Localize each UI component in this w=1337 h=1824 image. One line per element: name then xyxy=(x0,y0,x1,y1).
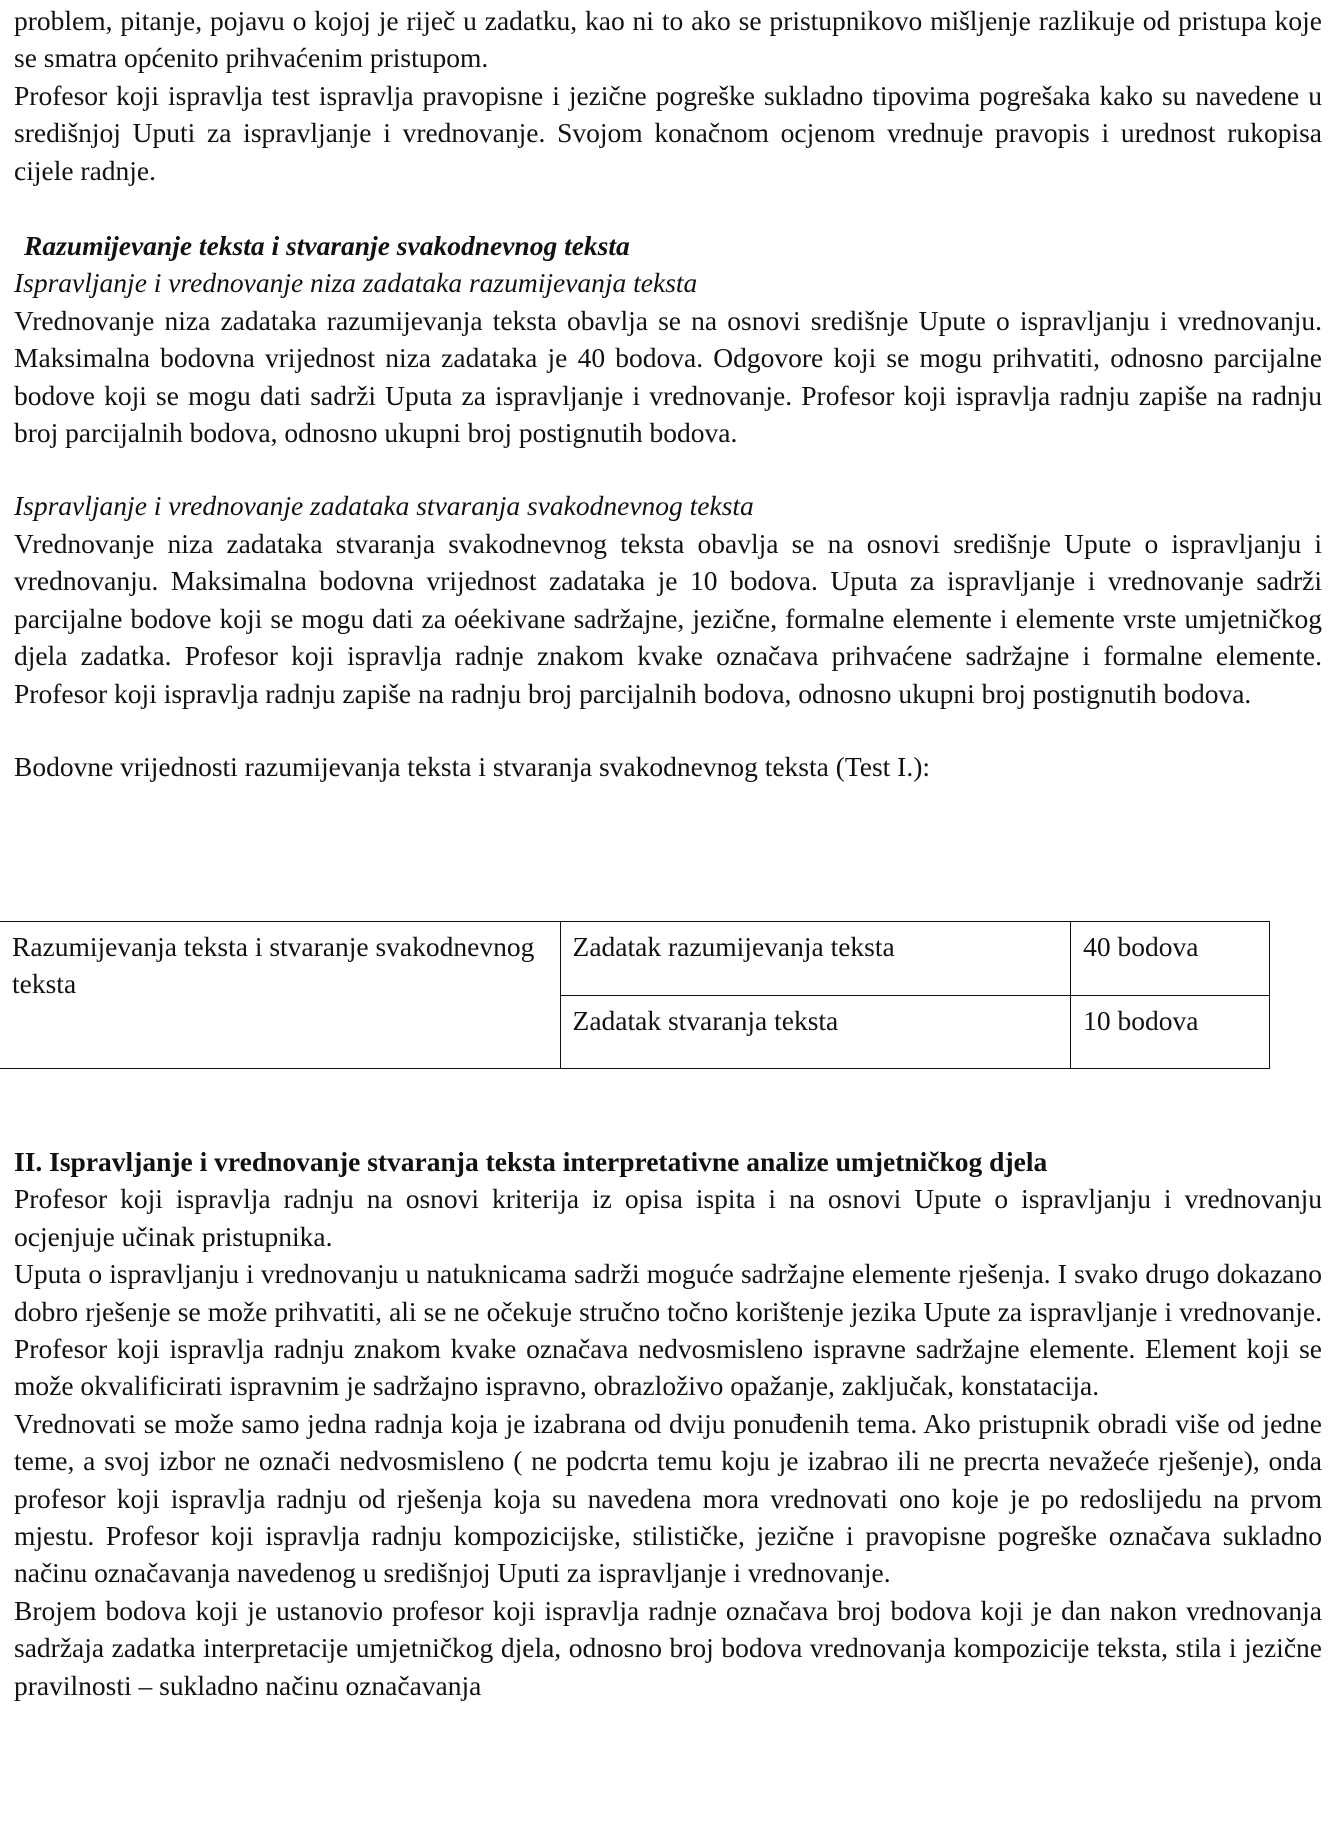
section2-block xyxy=(14,1143,1322,1704)
section1-heading: Razumijevanje teksta i stvaranje svakodnevnog teksta xyxy=(24,230,630,262)
table-caption: Bodovne vrijednosti razumijevanja teksta i stvaranja svakodnevnog teksta (Test I.): xyxy=(14,750,931,782)
section1-sub2-text: Vrednovanje niza zadataka stvaranja svakodnevnog teksta obavlja se na osnovi središnje Upute o ispravljanju i vrednovanju. Maksimalna bodovna vrijednost zadataka je 10 bodova. Uputa za ispravljanje i vrednovanje sadrži parcijalne bodove koji se mogu dati za oéekivane sadržajne, jezične, formalne elemente i elemente vrste umjetničkog djela zadatka. Profesor koji ispravlja radnje znakom kvake označava prihvaćene sadržajne i formalne elemente. Profesor koji ispravlja radnju zapiše na radnju broj parcijalnih bodova, odnosno ukupni broj postignutih bodova. xyxy=(14,527,1322,709)
spacer xyxy=(14,189,1322,227)
table-points-cell: 10 bodova xyxy=(1071,995,1270,1069)
table-group-label: Razumijevanja teksta i stvaranje svakodnevnog teksta xyxy=(0,922,560,1069)
table-task-cell: Zadatak stvaranja teksta xyxy=(560,995,1071,1069)
spacer xyxy=(14,451,1322,487)
table-row xyxy=(0,922,1270,996)
document-page xyxy=(14,2,1322,785)
section2-paragraph-3: Vrednovati se može samo jedna radnja koja je izabrana od dviju ponuđenih tema. Ako pristupnik obradi više od jedne teme, a svoj izbor ne označi nedvosmisleno ( ne podcrta temu koju je izabrao ili ne precrta nevažeće rješenje), onda profesor koji ispravlja radnju od rješenja koja su navedena mora vrednovati ono koje je po redoslijedu na prvom mjestu. Profesor koji ispravlja radnju kompozicijske, stilističke, jezične i pravopisne pogreške označava sukladno načinu označavanja navedenog u središnjoj Uputi za ispravljanje i vrednovanje. xyxy=(14,1407,1322,1589)
section1-sub2-heading: Ispravljanje i vrednovanje zadataka stvaranja svakodnevnog teksta xyxy=(14,490,754,522)
section2-paragraph-1: Profesor koji ispravlja radnju na osnovi kriterija iz opisa ispita i na osnovi Upute o ispravljanju i vrednovanju ocjenjuje učinak pristupnika. xyxy=(14,1183,1322,1252)
intro-paragraph-1: problem, pitanje, pojavu o kojoj je riječ u zadatku, kao ni to ako se pristupnikovo mišljenje razlikuje od pristupa koje se smatra općenito prihvaćenim pristupom. xyxy=(14,5,1322,74)
section2-paragraph-2: Uputa o ispravljanju i vrednovanju u natuknicama sadrži moguće sadržajne elemente rješenja. I svako drugo dokazano dobro rješenje se može prihvatiti, ali se ne očekuje stručno točno korištenje jezika Upute za ispravljanje i vrednovanje. Profesor koji ispravlja radnju znakom kvake označava nedvosmisleno ispravne sadržajne elemente. Element koji se može okvalificirati ispravnim je sadržajno ispravno, obrazloživo opažanje, zaključak, konstatacija. xyxy=(14,1258,1322,1402)
intro-paragraph-2: Profesor koji ispravlja test ispravlja pravopisne i jezične pogreške sukladno tipovima pogrešaka kako su navedene u središnjoj Uputi za ispravljanje i vrednovanje. Svojom konačnom ocjenom vrednuje pravopis i urednost rukopisa cijele radnje. xyxy=(14,79,1322,186)
table-task-cell: Zadatak razumijevanja teksta xyxy=(560,922,1071,996)
section2-paragraph-4: Brojem bodova koji je ustanovio profesor koji ispravlja radnje označava broj bodova koji je dan nakon vrednovanja sadržaja zadatka interpretacije umjetničkog djela, odnosno broj bodova vrednovanja kompozicije teksta, stila i jezične pravilnosti – sukladno načinu označavanja xyxy=(14,1594,1322,1701)
spacer xyxy=(14,712,1322,748)
section2-heading: II. Ispravljanje i vrednovanje stvaranja teksta interpretativne analize umjetničkog djela xyxy=(14,1146,1048,1177)
section1-sub1-text: Vrednovanje niza zadataka razumijevanja teksta obavlja se na osnovi središnje Upute o ispravljanju i vrednovanju. Maksimalna bodovna vrijednost niza zadataka je 40 bodova. Odgovore koji se mogu prihvatiti, odnosno parcijalne bodove koji se mogu dati sadrži Uputa za ispravljanje i vrednovanje. Profesor koji ispravlja radnju zapiše na radnju broj parcijalnih bodova, odnosno ukupni broj postignutih bodova. xyxy=(14,304,1322,449)
score-table xyxy=(0,921,1270,1069)
table-points-cell: 40 bodova xyxy=(1071,922,1270,996)
section1-sub1-heading: Ispravljanje i vrednovanje niza zadataka razumijevanja teksta xyxy=(14,267,698,299)
